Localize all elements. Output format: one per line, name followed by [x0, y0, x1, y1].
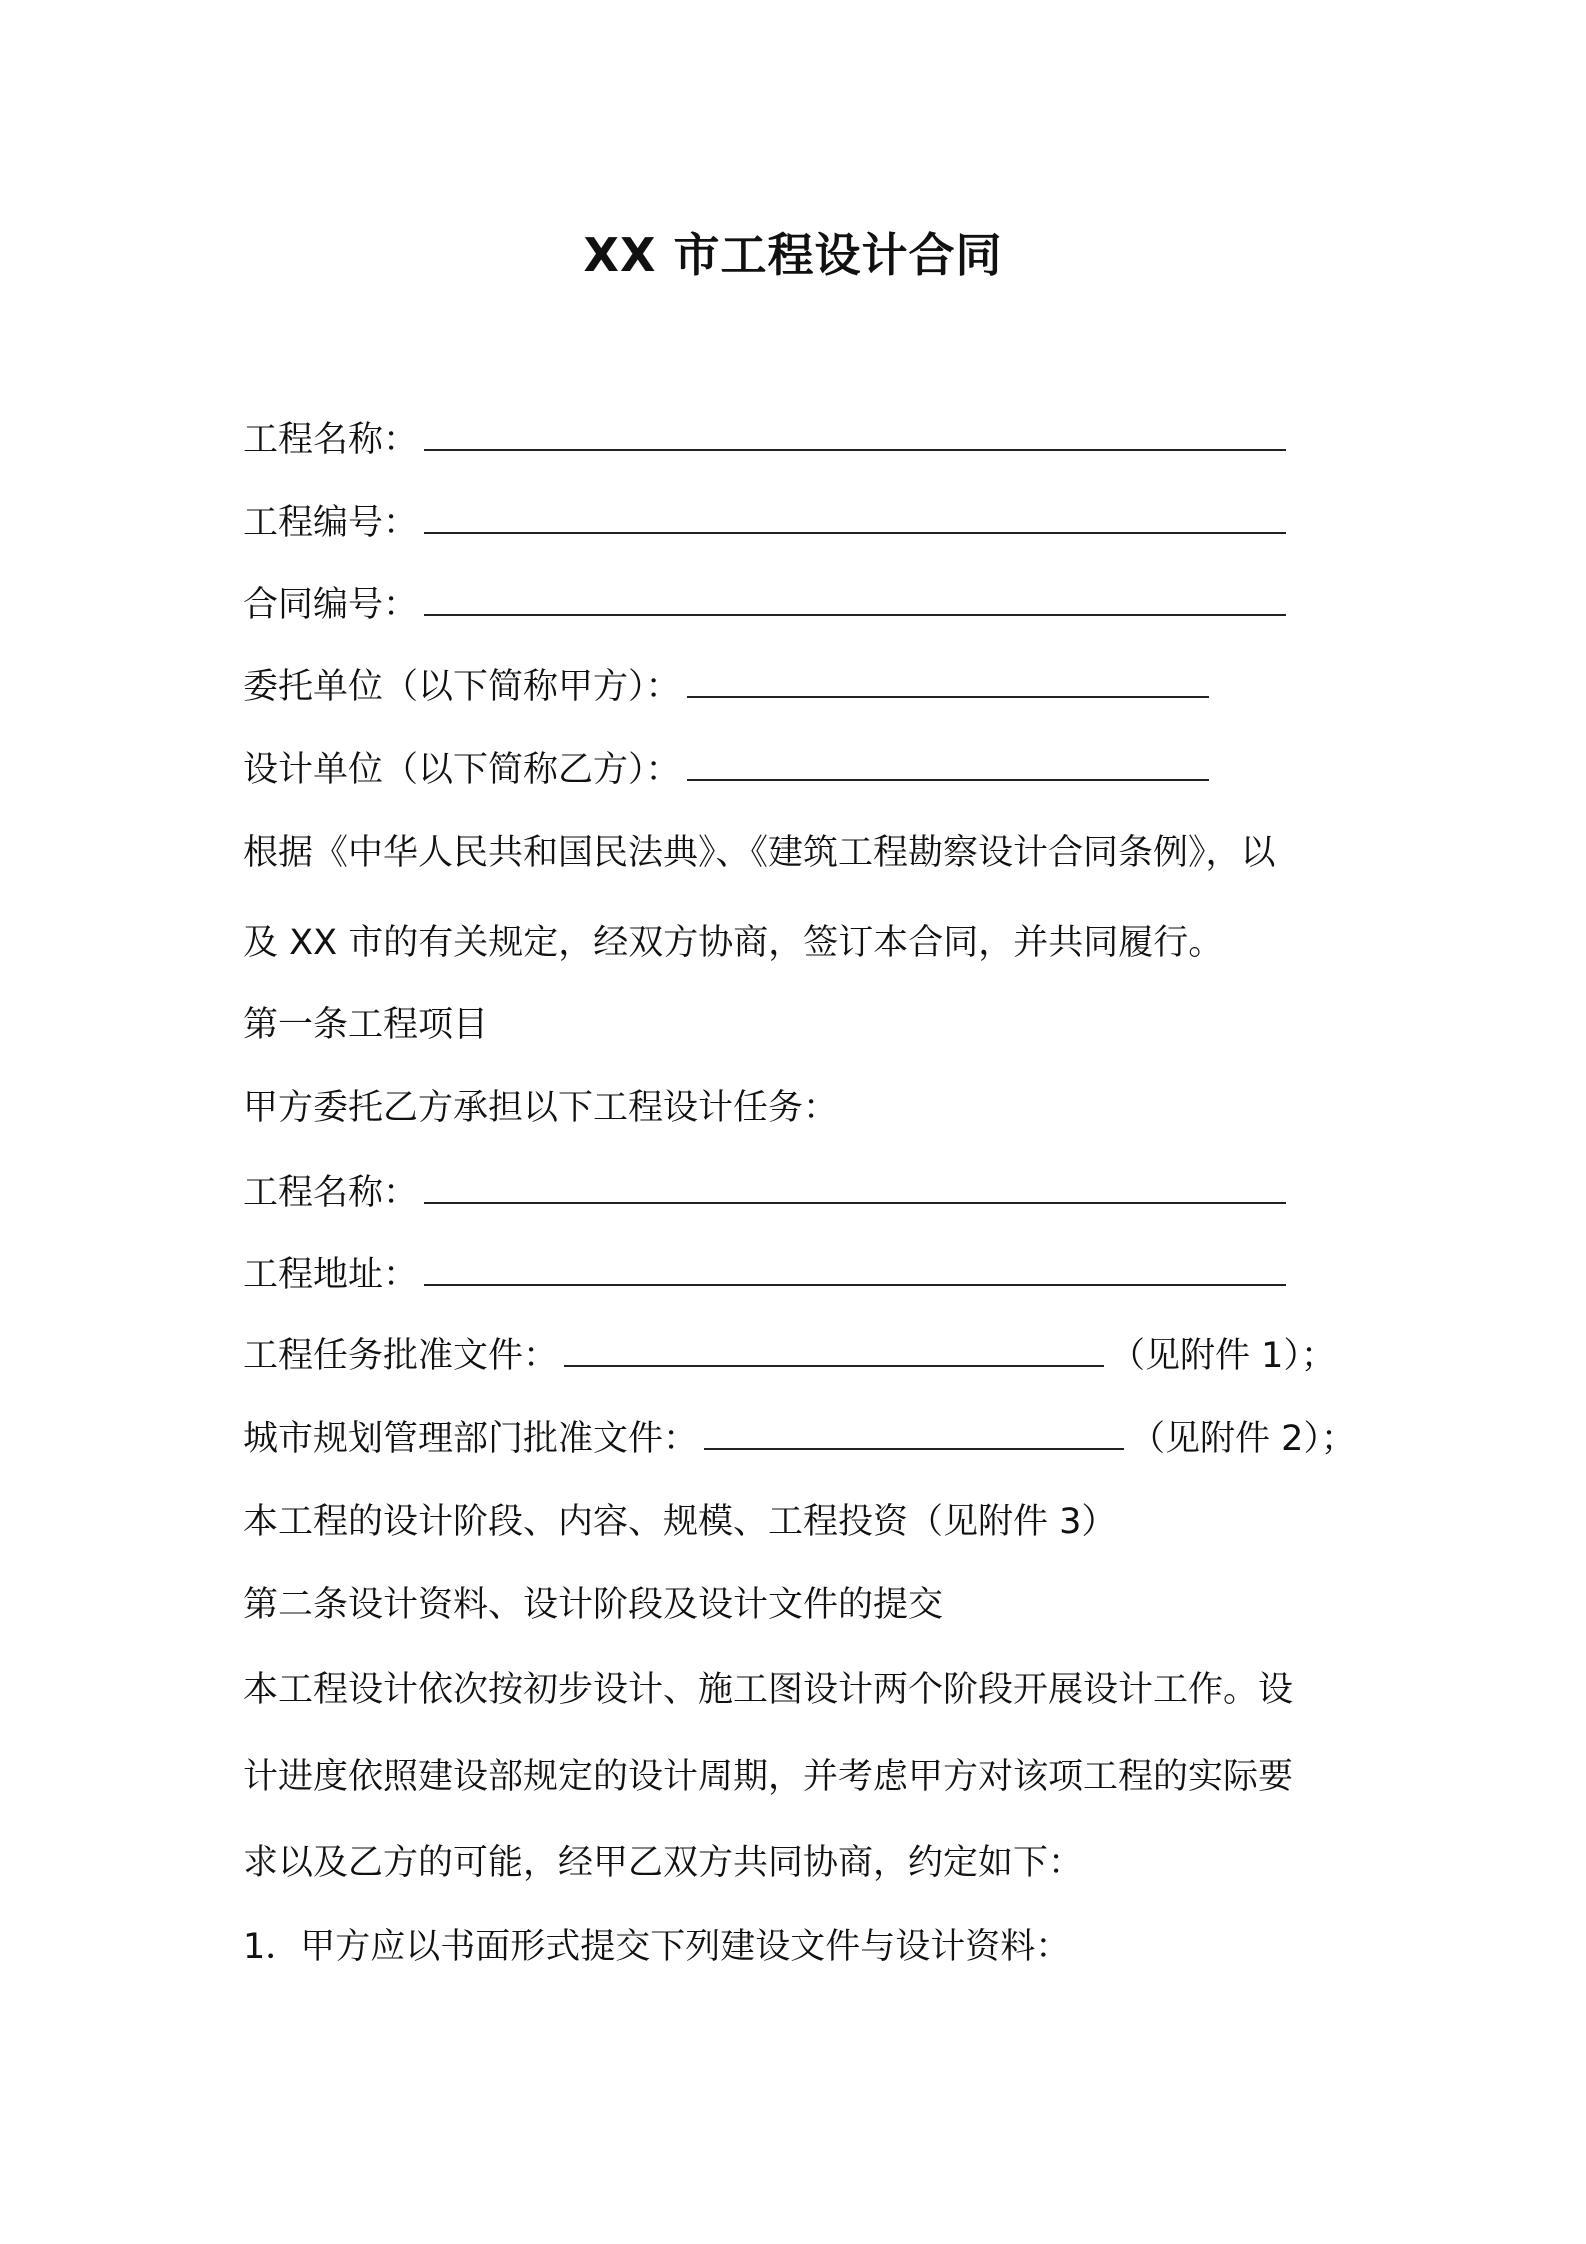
- field-label: 工程任务批准文件：: [243, 1336, 559, 1376]
- article2-heading: 第二条设计资料、设计阶段及设计文件的提交: [243, 1585, 944, 1625]
- fill-in-blank[interactable]: [424, 584, 1286, 616]
- field-label: 设计单位（以下简称乙方）：: [243, 750, 681, 790]
- field-label: 合同编号：: [243, 585, 419, 625]
- field-task-approval: [243, 1331, 1336, 1381]
- article2-para-line-1: 本工程设计依次按初步设计、施工图设计两个阶段开展设计工作。设: [243, 1670, 1294, 1710]
- article1-heading: 第一条工程项目: [243, 1005, 489, 1045]
- field-project-number: [243, 498, 1292, 548]
- fill-in-blank[interactable]: [687, 749, 1209, 781]
- field-suffix: （见附件 2）；: [1130, 1419, 1356, 1459]
- field-suffix: （见附件 1）；: [1110, 1336, 1336, 1376]
- fill-in-blank[interactable]: [424, 419, 1286, 451]
- field-client-unit: [243, 662, 1215, 712]
- field-design-unit: [243, 745, 1215, 795]
- article2-item-1: 1．甲方应以书面形式提交下列建设文件与设计资料：: [243, 1927, 1071, 1967]
- article2-para-line-3: 求以及乙方的可能，经甲乙双方共同协商，约定如下：: [243, 1843, 1084, 1883]
- article2-para-line-2: 计进度依照建设部规定的设计周期，并考虑甲方对该项工程的实际要: [243, 1757, 1294, 1797]
- article1-closing: 本工程的设计阶段、内容、规模、工程投资（见附件 3）: [243, 1502, 1117, 1542]
- fill-in-blank[interactable]: [564, 1335, 1104, 1367]
- fill-in-blank[interactable]: [704, 1418, 1124, 1450]
- article1-lead: 甲方委托乙方承担以下工程设计任务：: [243, 1088, 839, 1128]
- fill-in-blank[interactable]: [424, 1172, 1286, 1204]
- fill-in-blank[interactable]: [424, 502, 1286, 534]
- field-label: 工程名称：: [243, 1173, 419, 1213]
- field-article1-project-name: [243, 1168, 1292, 1218]
- fill-in-blank[interactable]: [424, 1254, 1286, 1286]
- field-label: 城市规划管理部门批准文件：: [243, 1419, 699, 1459]
- field-article1-project-address: [243, 1250, 1292, 1300]
- field-planning-approval: [243, 1414, 1356, 1464]
- document-title: XX 市工程设计合同: [583, 228, 1003, 282]
- field-label: 工程名称：: [243, 420, 419, 460]
- field-project-name: [243, 415, 1292, 465]
- fill-in-blank[interactable]: [687, 666, 1209, 698]
- field-label: 工程地址：: [243, 1255, 419, 1295]
- field-label: 工程编号：: [243, 503, 419, 543]
- field-label: 委托单位（以下简称甲方）：: [243, 667, 681, 707]
- intro-line-2: 及 XX 市的有关规定，经双方协商，签订本合同，并共同履行。: [243, 923, 1224, 963]
- field-contract-number: [243, 580, 1292, 630]
- intro-line-1: 根据《中华人民共和国民法典》、《建筑工程勘察设计合同条例》，以: [243, 833, 1276, 873]
